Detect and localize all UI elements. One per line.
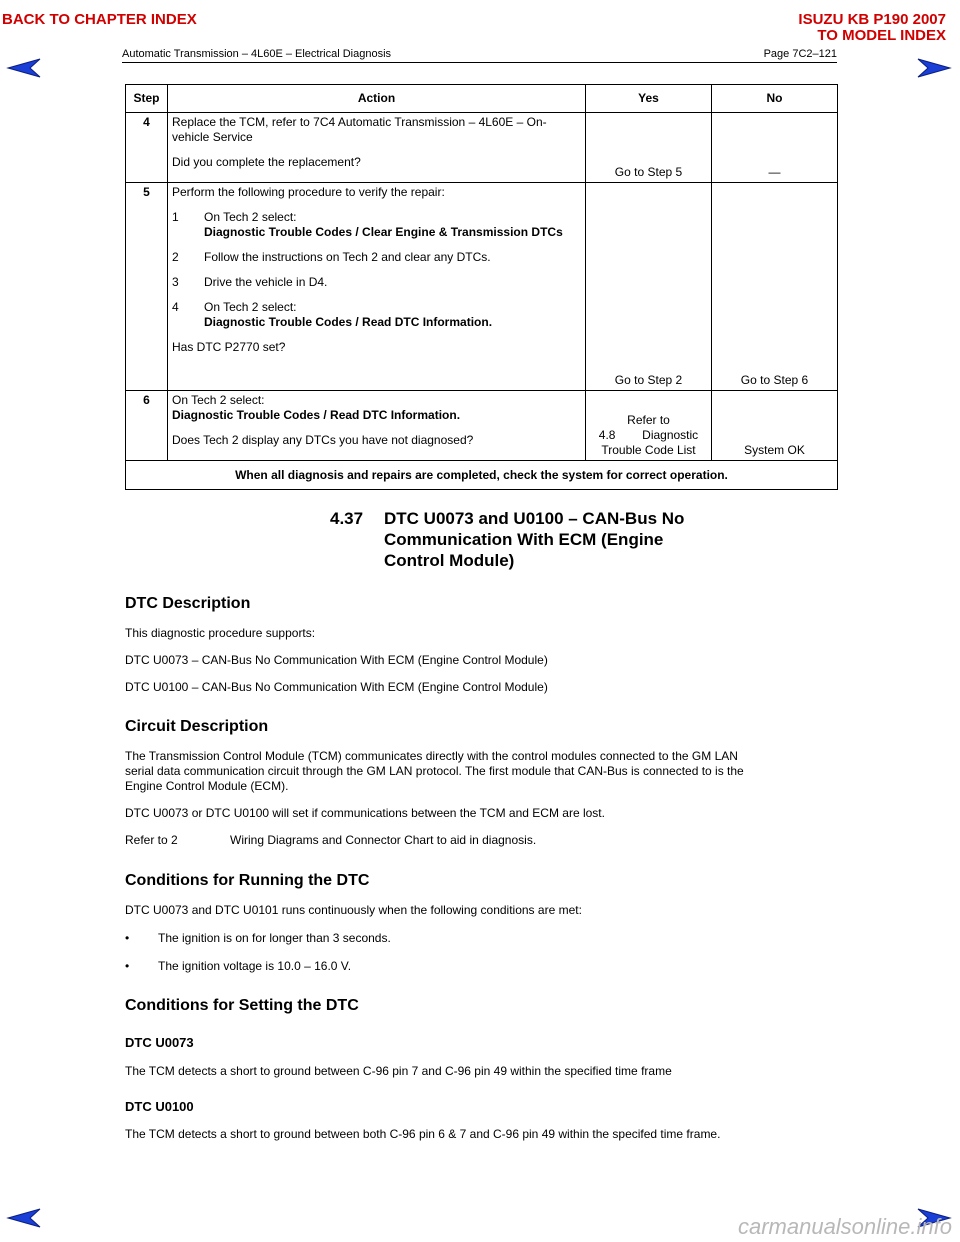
question-text: Does Tech 2 display any DTCs you have not diagnosed? (172, 433, 474, 447)
question-text: Did you complete the replacement? (172, 155, 361, 169)
conditions-running-heading: Conditions for Running the DTC (125, 872, 370, 889)
item-number: 2 (172, 250, 179, 264)
section-heading-line: Communication With ECM (Engine (384, 530, 664, 549)
header-divider (122, 62, 837, 63)
yes-cell: Go to Step 2 (586, 183, 712, 391)
action-cell (168, 391, 586, 461)
circuit-description-text (125, 749, 845, 794)
yes-cell: Go to Step 5 (586, 113, 712, 183)
step-number: 5 (126, 183, 168, 391)
running-header-title: Automatic Transmission – 4L60E – Electrical Diagnosis (122, 48, 392, 60)
previous-page-arrow-icon[interactable] (6, 56, 42, 80)
dtc-description-heading: DTC Description (125, 595, 251, 612)
list-item-text: The ignition is on for longer than 3 seconds. (158, 931, 391, 945)
dtc-u0100-subheading: DTC U0100 (125, 1099, 194, 1114)
yes-line: Refer to (627, 413, 670, 427)
wiring-reference-text: Wiring Diagrams and Connector Chart to aid in diagnosis. (230, 833, 537, 847)
dtc-u0073-subheading: DTC U0073 (125, 1035, 194, 1050)
action-menu-path: Diagnostic Trouble Codes / Read DTC Information. (172, 408, 461, 422)
final-row-text: When all diagnosis and repairs are completed, check the system for correct operation. (126, 461, 838, 490)
model-title: ISUZU KB P190 2007 (798, 11, 946, 28)
bullet-icon: • (125, 931, 130, 945)
final-row (126, 461, 838, 490)
conditions-running-text: DTC U0073 and DTC U0101 runs continuously when the following conditions are met: (125, 903, 582, 917)
dtc-u0100-text: The TCM detects a short to ground between both C-96 pin 6 & 7 and C-96 pin 49 within the specifed time frame. (125, 1127, 721, 1141)
action-text: Replace the TCM, refer to 7C4 Automatic Transmission – 4L60E – On-vehicle Service (172, 115, 547, 144)
page-number: Page 7C2–121 (763, 48, 837, 60)
circuit-line: The Transmission Control Module (TCM) communicates directly with the control modules connected to the GM LAN (125, 749, 738, 763)
action-text: Perform the following procedure to verify the repair: (172, 185, 445, 199)
step-number: 4 (126, 113, 168, 183)
section-number: 4.37 (330, 509, 364, 528)
dtc-description-text: DTC U0100 – CAN-Bus No Communication With ECM (Engine Control Module) (125, 680, 548, 694)
item-number: 3 (172, 275, 179, 289)
section-heading (384, 508, 724, 571)
procedure-item (172, 275, 581, 290)
list-item-text: The ignition voltage is 10.0 – 16.0 V. (158, 959, 352, 973)
item-text: On Tech 2 select: (204, 210, 297, 224)
circuit-description-text: DTC U0073 or DTC U0100 will set if communications between the TCM and ECM are lost. (125, 806, 605, 820)
wiring-reference (125, 833, 825, 848)
step-header: Step (126, 85, 168, 113)
action-cell (168, 113, 586, 183)
previous-page-arrow-bottom-icon[interactable] (6, 1206, 42, 1230)
item-number: 4 (172, 300, 179, 314)
procedure-item (172, 300, 581, 330)
question-text: Has DTC P2770 set? (172, 340, 286, 354)
no-header: No (712, 85, 838, 113)
item-text: On Tech 2 select: (204, 300, 297, 314)
table-header-row (126, 85, 838, 113)
yes-cell (586, 391, 712, 461)
table-row (126, 183, 838, 391)
yes-header: Yes (586, 85, 712, 113)
circuit-line: serial data communication circuit through the GM LAN protocol. The first module that CAN-Bus is connected to is the (125, 764, 744, 778)
conditions-setting-heading: Conditions for Setting the DTC (125, 997, 359, 1014)
procedure-item (172, 210, 581, 240)
item-number: 1 (172, 210, 179, 224)
no-cell: System OK (712, 391, 838, 461)
diagnostic-trouble-code-link[interactable]: 4.8 Diagnostic (598, 428, 699, 442)
section-heading-line: Control Module) (384, 551, 515, 570)
wiring-reference-link[interactable]: Refer to 2 (125, 833, 178, 847)
next-page-arrow-icon[interactable] (916, 56, 952, 80)
diagnostic-steps-table (125, 84, 838, 490)
dtc-u0073-text: The TCM detects a short to ground between C-96 pin 7 and C-96 pin 49 within the specified time frame (125, 1064, 672, 1078)
procedure-item (172, 250, 581, 265)
no-cell: Go to Step 6 (712, 183, 838, 391)
action-cell (168, 183, 586, 391)
dtc-description-text: This diagnostic procedure supports: (125, 626, 316, 640)
action-header: Action (168, 85, 586, 113)
model-index-link[interactable] (798, 12, 946, 44)
step-number: 6 (126, 391, 168, 461)
action-text: On Tech 2 select: (172, 393, 265, 407)
table-row (126, 391, 838, 461)
item-menu-path: Diagnostic Trouble Codes / Read DTC Information. (204, 315, 493, 329)
no-cell: — (712, 113, 838, 183)
bullet-icon: • (125, 959, 130, 973)
dtc-description-text: DTC U0073 – CAN-Bus No Communication With ECM (Engine Control Module) (125, 653, 548, 667)
item-menu-path: Diagnostic Trouble Codes / Clear Engine & Transmission DTCs (204, 225, 563, 239)
table-row (126, 113, 838, 183)
section-heading-line: DTC U0073 and U0100 – CAN-Bus No (384, 509, 685, 528)
to-model-index: TO MODEL INDEX (817, 27, 946, 44)
circuit-description-heading: Circuit Description (125, 718, 269, 735)
item-text: Follow the instructions on Tech 2 and clear any DTCs. (204, 250, 491, 264)
yes-line: Trouble Code List (601, 443, 696, 457)
circuit-line: Engine Control Module (ECM). (125, 779, 289, 793)
item-text: Drive the vehicle in D4. (204, 275, 328, 289)
back-to-chapter-index-link[interactable]: BACK TO CHAPTER INDEX (2, 11, 197, 28)
watermark: carmanualsonline.info (737, 1214, 952, 1239)
